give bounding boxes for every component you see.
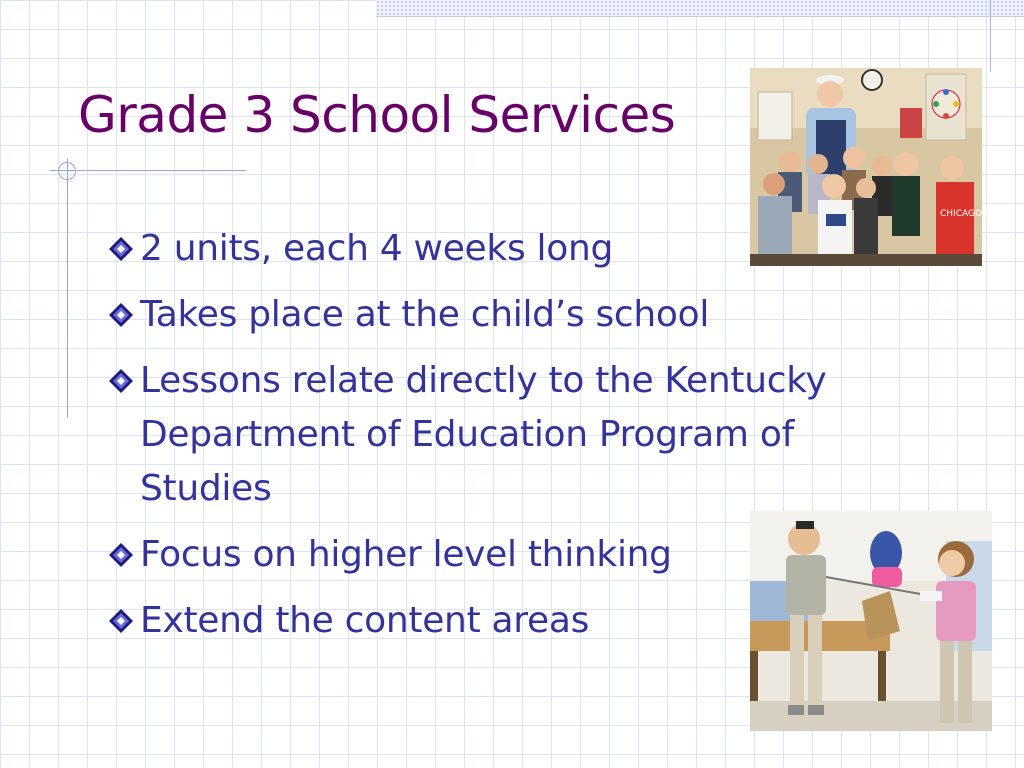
- decorative-circle: [58, 162, 76, 180]
- diamond-bullet-icon: [106, 528, 140, 580]
- bullet-text: Focus on higher level thinking: [140, 534, 672, 575]
- clock-icon: [862, 70, 882, 90]
- decorative-rule: [990, 0, 991, 72]
- class-group-photo: [750, 68, 1014, 266]
- bullet-item: [106, 354, 926, 516]
- students-activity-photo: [750, 511, 992, 731]
- bullet-item: [106, 288, 926, 342]
- slide-title: Grade 3 School Services: [78, 86, 676, 144]
- diamond-bullet-icon: [106, 288, 140, 340]
- bullet-text: Takes place at the child’s school: [140, 294, 710, 335]
- decorative-vertical-line: [67, 158, 68, 418]
- bullet-text: Lessons relate directly to the Kentucky Department of Education Program of Studies: [140, 360, 827, 509]
- bullet-text: Extend the content areas: [140, 600, 590, 641]
- decorative-horizontal-line: [50, 170, 246, 171]
- diamond-bullet-icon: [106, 354, 140, 406]
- header-dotted-band: [376, 0, 1024, 17]
- diamond-bullet-icon: [106, 594, 140, 646]
- diamond-bullet-icon: [106, 222, 140, 274]
- bullet-text: 2 units, each 4 weeks long: [140, 228, 614, 269]
- shirt-text: CHICAGO BULLS: [940, 209, 1014, 219]
